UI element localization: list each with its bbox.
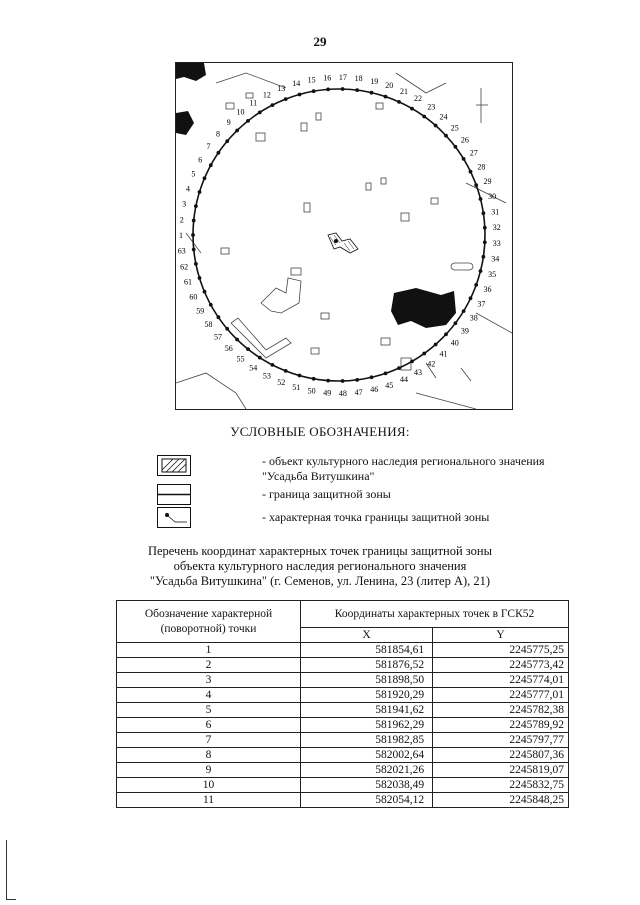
point-number-cell: 8 xyxy=(117,748,301,763)
boundary-point xyxy=(434,124,438,128)
y-coordinate-cell: 2245774,01 xyxy=(433,673,569,688)
margin-line xyxy=(6,840,7,900)
boundary-point-label: 26 xyxy=(460,135,469,145)
boundary-point-label: 23 xyxy=(427,102,436,112)
boundary-point xyxy=(462,157,466,161)
x-coordinate-cell: 581876,52 xyxy=(301,658,433,673)
y-coordinate-cell: 2245782,38 xyxy=(433,703,569,718)
table-row xyxy=(117,763,569,778)
boundary-point-label: 63 xyxy=(177,246,186,256)
y-coordinate-cell: 2245819,07 xyxy=(433,763,569,778)
map-drawing xyxy=(176,63,512,409)
boundary-point xyxy=(479,269,483,273)
boundary-point-label: 50 xyxy=(307,386,316,396)
boundary-point-label: 22 xyxy=(414,94,422,104)
x-coordinate-cell: 581854,61 xyxy=(301,643,433,658)
protection-zone-boundary xyxy=(193,89,485,381)
boundary-point-label: 11 xyxy=(249,98,258,108)
boundary-point-label: 44 xyxy=(400,375,408,384)
boundary-point xyxy=(444,332,448,336)
legend-heritage-symbol xyxy=(157,455,191,476)
x-coordinate-cell: 582038,49 xyxy=(301,778,433,793)
boundary-point-label: 4 xyxy=(186,184,190,194)
legend-boundary-symbol xyxy=(157,484,191,505)
caption-line-3: "Усадьба Витушкина" (г. Семенов, ул. Ленина, 23 (литер А), 21) xyxy=(149,574,491,588)
boundary-point xyxy=(483,240,487,244)
boundary-point xyxy=(434,343,438,347)
boundary-point xyxy=(203,290,207,294)
boundary-point xyxy=(370,375,374,379)
boundary-point xyxy=(312,377,316,381)
x-coordinate-cell: 582054,12 xyxy=(301,793,433,808)
y-coordinate-cell: 2245789,92 xyxy=(433,718,569,733)
boundary-point xyxy=(326,379,330,383)
boundary-point xyxy=(246,347,250,351)
boundary-point xyxy=(410,107,414,111)
boundary-point-label: 62 xyxy=(180,262,189,272)
boundary-point-label: 42 xyxy=(427,359,436,369)
boundary-point-label: 59 xyxy=(196,306,205,316)
boundary-point xyxy=(284,97,288,101)
boundary-point xyxy=(284,369,288,373)
boundary-point-label: 37 xyxy=(477,299,486,309)
boundary-point xyxy=(217,151,221,155)
point-number-cell: 6 xyxy=(117,718,301,733)
table-row xyxy=(117,718,569,733)
boundary-point xyxy=(235,129,239,133)
boundary-point-label: 1 xyxy=(179,231,183,240)
boundary-point-label: 56 xyxy=(224,344,233,354)
boundary-point xyxy=(298,374,302,378)
boundary-point-label: 18 xyxy=(354,74,363,84)
x-coordinate-cell: 581898,50 xyxy=(301,673,433,688)
boundary-point-label: 28 xyxy=(477,162,486,172)
boundary-point-label: 54 xyxy=(249,363,258,373)
boundary-point-label: 36 xyxy=(483,285,492,294)
boundary-point xyxy=(474,183,478,187)
boundary-point xyxy=(192,248,196,252)
boundary-point-label: 6 xyxy=(198,155,203,165)
boundary-point xyxy=(217,315,221,319)
table-row xyxy=(117,748,569,763)
boundary-point xyxy=(341,379,345,383)
point-number-cell: 1 xyxy=(117,643,301,658)
boundary-point xyxy=(198,190,202,194)
boundary-point-label: 32 xyxy=(492,223,501,233)
boundary-point-label: 49 xyxy=(323,388,332,398)
boundary-point xyxy=(397,100,401,104)
table-row xyxy=(117,688,569,703)
boundary-point xyxy=(191,233,195,237)
boundary-point xyxy=(203,176,207,180)
caption-line-2: объекта культурного наследия регионального значения xyxy=(173,559,467,573)
y-coordinate-cell: 2245807,36 xyxy=(433,748,569,763)
y-coordinate-cell: 2245848,25 xyxy=(433,793,569,808)
boundary-point xyxy=(422,115,426,119)
boundary-point xyxy=(474,283,478,287)
boundary-point xyxy=(312,89,316,93)
boundary-point-label: 41 xyxy=(439,349,448,359)
boundary-point xyxy=(271,103,275,107)
boundary-point-label: 8 xyxy=(216,129,220,139)
col-coordinates-header: Координаты характерных точек в ГСК52 xyxy=(301,601,569,628)
boundary-point-label: 16 xyxy=(323,73,332,83)
site-plan-map xyxy=(175,62,513,410)
boundary-point xyxy=(454,145,458,149)
boundary-point-label: 30 xyxy=(488,192,497,201)
x-coordinate-cell: 581982,85 xyxy=(301,733,433,748)
boundary-point xyxy=(482,255,486,259)
boundary-point xyxy=(384,372,388,376)
boundary-point-label: 34 xyxy=(491,254,500,264)
boundary-point-label: 17 xyxy=(338,73,347,82)
point-number-cell: 11 xyxy=(117,793,301,808)
boundary-point xyxy=(397,366,401,370)
boundary-point-label: 21 xyxy=(400,87,408,96)
boundary-point-label: 31 xyxy=(491,207,500,217)
boundary-point-label: 57 xyxy=(214,332,222,342)
boundary-point xyxy=(258,356,262,360)
margin-foot xyxy=(6,899,16,900)
x-coordinate-cell: 581941,62 xyxy=(301,703,433,718)
boundary-point xyxy=(209,303,213,307)
boundary-point xyxy=(258,111,262,115)
boundary-point xyxy=(246,119,250,123)
boundary-point-label: 27 xyxy=(469,148,478,158)
boundary-point-label: 9 xyxy=(226,117,231,127)
y-coordinate-cell: 2245777,01 xyxy=(433,688,569,703)
table-row xyxy=(117,778,569,793)
table-row xyxy=(117,658,569,673)
boundary-point-label: 29 xyxy=(483,177,492,186)
boundary-point xyxy=(444,134,448,138)
table-row xyxy=(117,643,569,658)
boundary-point-label: 24 xyxy=(439,112,448,122)
boundary-point-label: 33 xyxy=(492,238,501,248)
x-coordinate-cell: 581962,29 xyxy=(301,718,433,733)
point-number-cell: 9 xyxy=(117,763,301,778)
boundary-point-label: 40 xyxy=(450,338,459,348)
boundary-point-label: 55 xyxy=(236,354,245,364)
boundary-point xyxy=(355,378,359,382)
boundary-point xyxy=(454,321,458,325)
boundary-point xyxy=(384,95,388,99)
col-y-header: Y xyxy=(433,628,569,643)
x-coordinate-cell: 582002,64 xyxy=(301,748,433,763)
legend-boundary-text: - граница защитной зоны xyxy=(262,487,391,501)
boundary-point xyxy=(479,197,483,201)
boundary-point xyxy=(370,91,374,95)
boundary-point xyxy=(341,87,345,91)
point-number-cell: 2 xyxy=(117,658,301,673)
boundary-point xyxy=(483,226,487,230)
boundary-point-label: 46 xyxy=(370,385,379,394)
boundary-point xyxy=(198,276,202,280)
boundary-point xyxy=(209,163,213,167)
boundary-point-label: 25 xyxy=(450,123,459,133)
boundary-point-label: 38 xyxy=(469,313,478,323)
table-row xyxy=(117,733,569,748)
boundary-point xyxy=(225,139,229,143)
boundary-point-label: 48 xyxy=(338,389,347,398)
boundary-point-label: 10 xyxy=(236,107,245,117)
boundary-point-label: 35 xyxy=(488,270,497,279)
boundary-point xyxy=(298,93,302,97)
boundary-point-label: 13 xyxy=(277,83,286,93)
boundary-point-label: 5 xyxy=(191,169,196,179)
boundary-point xyxy=(469,296,473,300)
boundary-point-label: 45 xyxy=(385,380,394,390)
boundary-point-label: 19 xyxy=(370,77,379,86)
y-coordinate-cell: 2245797,77 xyxy=(433,733,569,748)
boundary-point xyxy=(194,204,198,208)
page-number: 29 xyxy=(313,34,327,49)
boundary-point-label: 3 xyxy=(182,199,187,209)
y-coordinate-cell: 2245773,42 xyxy=(433,658,569,673)
coordinates-table xyxy=(116,600,569,808)
table-row xyxy=(117,793,569,808)
col-x-header: X xyxy=(301,628,433,643)
boundary-point xyxy=(422,352,426,356)
boundary-point-label: 58 xyxy=(204,320,213,329)
boundary-point xyxy=(482,211,486,215)
boundary-point-label: 47 xyxy=(354,387,363,397)
boundary-point xyxy=(192,219,196,223)
boundary-point xyxy=(355,88,359,92)
boundary-point-label: 52 xyxy=(277,378,286,388)
boundary-point xyxy=(462,309,466,313)
boundary-point-label: 61 xyxy=(184,277,192,287)
boundary-point-label: 2 xyxy=(179,215,184,225)
col-point-header: Обозначение характерной (поворотной) точки xyxy=(117,601,301,643)
legend-title: УСЛОВНЫЕ ОБОЗНАЧЕНИЯ: xyxy=(230,424,410,439)
point-number-cell: 7 xyxy=(117,733,301,748)
point-number-cell: 4 xyxy=(117,688,301,703)
boundary-point-label: 20 xyxy=(385,81,394,91)
boundary-point-label: 14 xyxy=(292,78,301,88)
coordinates-caption xyxy=(100,544,540,589)
boundary-point xyxy=(410,360,414,364)
legend-point-text: - характерная точка границы защитной зоны xyxy=(262,510,490,524)
boundary-point xyxy=(469,170,473,174)
point-number-cell: 5 xyxy=(117,703,301,718)
point-number-cell: 10 xyxy=(117,778,301,793)
y-coordinate-cell: 2245775,25 xyxy=(433,643,569,658)
boundary-point xyxy=(271,363,275,367)
boundary-point-label: 53 xyxy=(262,371,271,381)
boundary-point-label: 15 xyxy=(307,75,316,85)
boundary-point-label: 43 xyxy=(414,367,422,377)
boundary-point-label: 51 xyxy=(292,383,301,393)
boundary-point-label: 39 xyxy=(460,326,469,336)
caption-line-1: Перечень координат характерных точек границы защитной зоны xyxy=(147,544,493,558)
table-row xyxy=(117,673,569,688)
boundary-point xyxy=(235,338,239,342)
table-row xyxy=(117,703,569,718)
x-coordinate-cell: 582021,26 xyxy=(301,763,433,778)
boundary-point xyxy=(225,327,229,331)
boundary-point-label: 12 xyxy=(262,90,271,100)
legend-point-symbol xyxy=(157,507,191,528)
legend-heritage-text: - объект культурного наследия регионального значения "Усадьба Витушкина" xyxy=(262,454,545,483)
boundary-point-label: 60 xyxy=(189,292,198,302)
point-number-cell: 3 xyxy=(117,673,301,688)
boundary-point-label: 7 xyxy=(206,142,211,151)
boundary-point xyxy=(194,262,198,266)
x-coordinate-cell: 581920,29 xyxy=(301,688,433,703)
boundary-point xyxy=(326,88,330,92)
y-coordinate-cell: 2245832,75 xyxy=(433,778,569,793)
